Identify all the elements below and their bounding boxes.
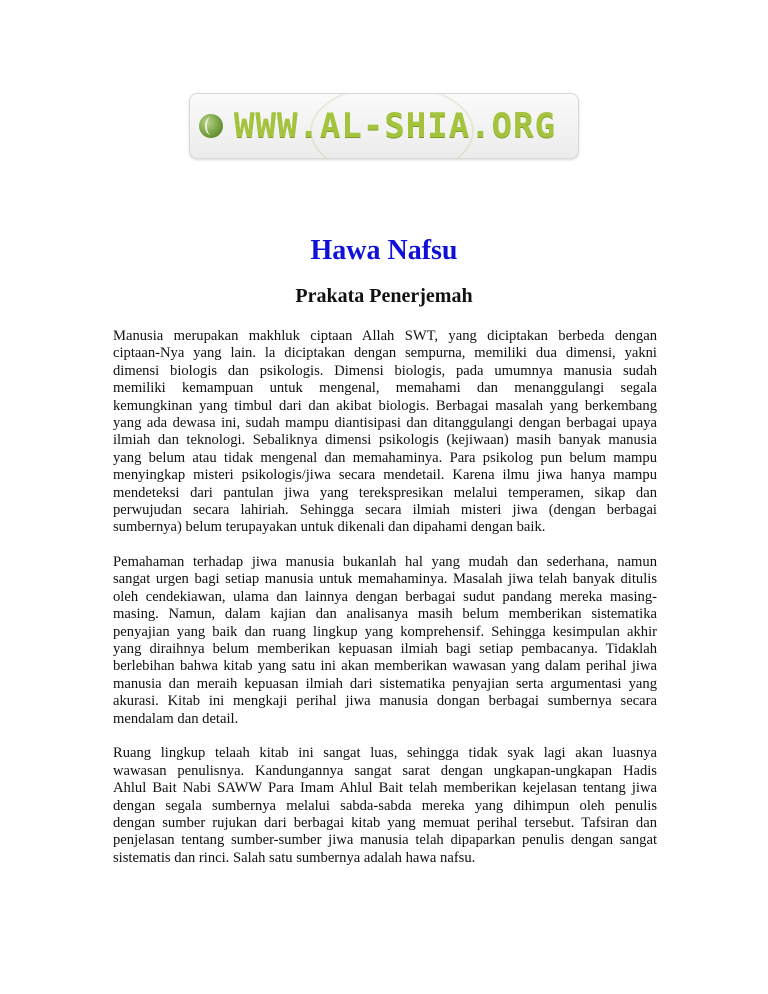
paragraph: [113, 554, 657, 728]
text-line: kemungkinan yang timbul dari dan akibat biologis. Berbagai masalah yang berkembang: [113, 397, 657, 414]
text-line: Ahlul Bait Nabi SAWW Para Imam Ahlul Bait telah memberikan kejelasan tentang jiwa: [113, 780, 657, 797]
text-line: yang ada dewasa ini, sudah mampu diantisipasi dan ditanggulangi dengan berbagai upaya: [113, 414, 657, 431]
text-line: dimensi biologis dan psikologis. Dimensi biologis, pada umumnya manusia sudah: [113, 362, 657, 379]
paragraph: [113, 328, 657, 537]
text-line: memiliki kemampuan untuk mengenal, memahami dan menanggulangi segala: [113, 380, 657, 397]
document-body: [113, 328, 657, 885]
text-line: ilmiah dan teknologi. Sebaliknya dimensi psikologis (kejiwaan) masih banyak manusia: [113, 432, 657, 449]
text-line: sumbernya) belum terupayakan untuk dikenali dan dipahami dengan baik.: [113, 519, 546, 536]
globe-icon: [199, 114, 223, 138]
text-line: yang diraihnya belum memberikan kepuasan ilmiah bagi setiap pembacanya. Tidaklah: [113, 641, 657, 658]
text-line: Manusia merupakan makhluk ciptaan Allah SWT, yang diciptakan berbeda dengan: [113, 328, 657, 344]
text-line: Ruang lingkup telaah kitab ini sangat luas, sehingga tidak syak lagi akan luasnya: [113, 745, 657, 762]
text-line: masing. Namun, dalam kajian dan analisanya masih belum memberikan sistematika: [113, 606, 657, 623]
text-line: menyingkap misteri psikologis/jiwa secara mendetail. Karena ilmu jiwa hanya mampu: [113, 467, 657, 484]
paragraph: [113, 745, 657, 867]
text-line: penjelasan tentang sumber-sumber jiwa manusia telah dipaparkan penulis dengan sangat: [113, 832, 657, 849]
text-line: sangat urgen bagi setiap manusia untuk memahaminya. Masalah jiwa telah banyak ditulis: [113, 571, 657, 588]
site-logo-banner: [189, 93, 579, 159]
text-line: Pemahaman terhadap jiwa manusia bukanlah hal yang mudah dan sederhana, namun: [113, 554, 657, 571]
text-line: akurasi. Kitab ini mengkaji perihal jiwa manusia dongan berbagai sumbernya secara: [113, 693, 657, 710]
text-line: perwujudan secara lahiriah. Sehingga secara ilmiah misteri jiwa (dengan berbagai: [113, 501, 657, 518]
document-title: Hawa Nafsu: [310, 235, 458, 266]
text-line: sistematis dan rinci. Salah satu sumbernya adalah hawa nafsu.: [113, 849, 476, 866]
section-heading: Prakata Penerjemah: [295, 285, 473, 307]
text-line: penyajian yang baik dan ruang lingkup yang komprehensif. Sehingga kesimpulan akhir: [113, 623, 657, 640]
text-line: wawasan penulisnya. Kandungannya sangat sarat dengan ungkapan-ungkapan Hadis: [113, 762, 657, 779]
logo-text: WWW.AL-SHIA.ORG: [234, 106, 557, 146]
text-line: mendalam dan detail.: [113, 710, 239, 727]
text-line: dengan sumber rujukan dari berbagai kitab yang memuat perihal tersebut. Tafsiran dan: [113, 814, 657, 831]
text-line: ciptaan-Nya yang lain. la diciptakan dengan sempurna, memiliki dua dimensi, yakni: [113, 345, 657, 362]
text-line: dengan segala sumbernya melalui sabda-sabda mereka yang dihimpun oleh penulis: [113, 797, 657, 814]
text-line: oleh cendekiawan, ulama dan lainnya dengan berbagai sudut pandang mereka masing-: [113, 588, 657, 605]
text-line: yang belum atau tidak mengenal dan memahaminya. Para psikolog pun belum mampu: [113, 449, 657, 466]
text-line: mendeteksi dari pantulan jiwa yang terekspresikan melalui temperamen, sikap dan: [113, 484, 657, 501]
text-line: manusia dan meraih kepuasan ilmiah dari sistematika penyajian serta argumentasi yang: [113, 675, 657, 692]
text-line: berlebihan bahwa kitab yang satu ini akan memberikan wawasan yang dalam perihal jiwa: [113, 658, 657, 675]
